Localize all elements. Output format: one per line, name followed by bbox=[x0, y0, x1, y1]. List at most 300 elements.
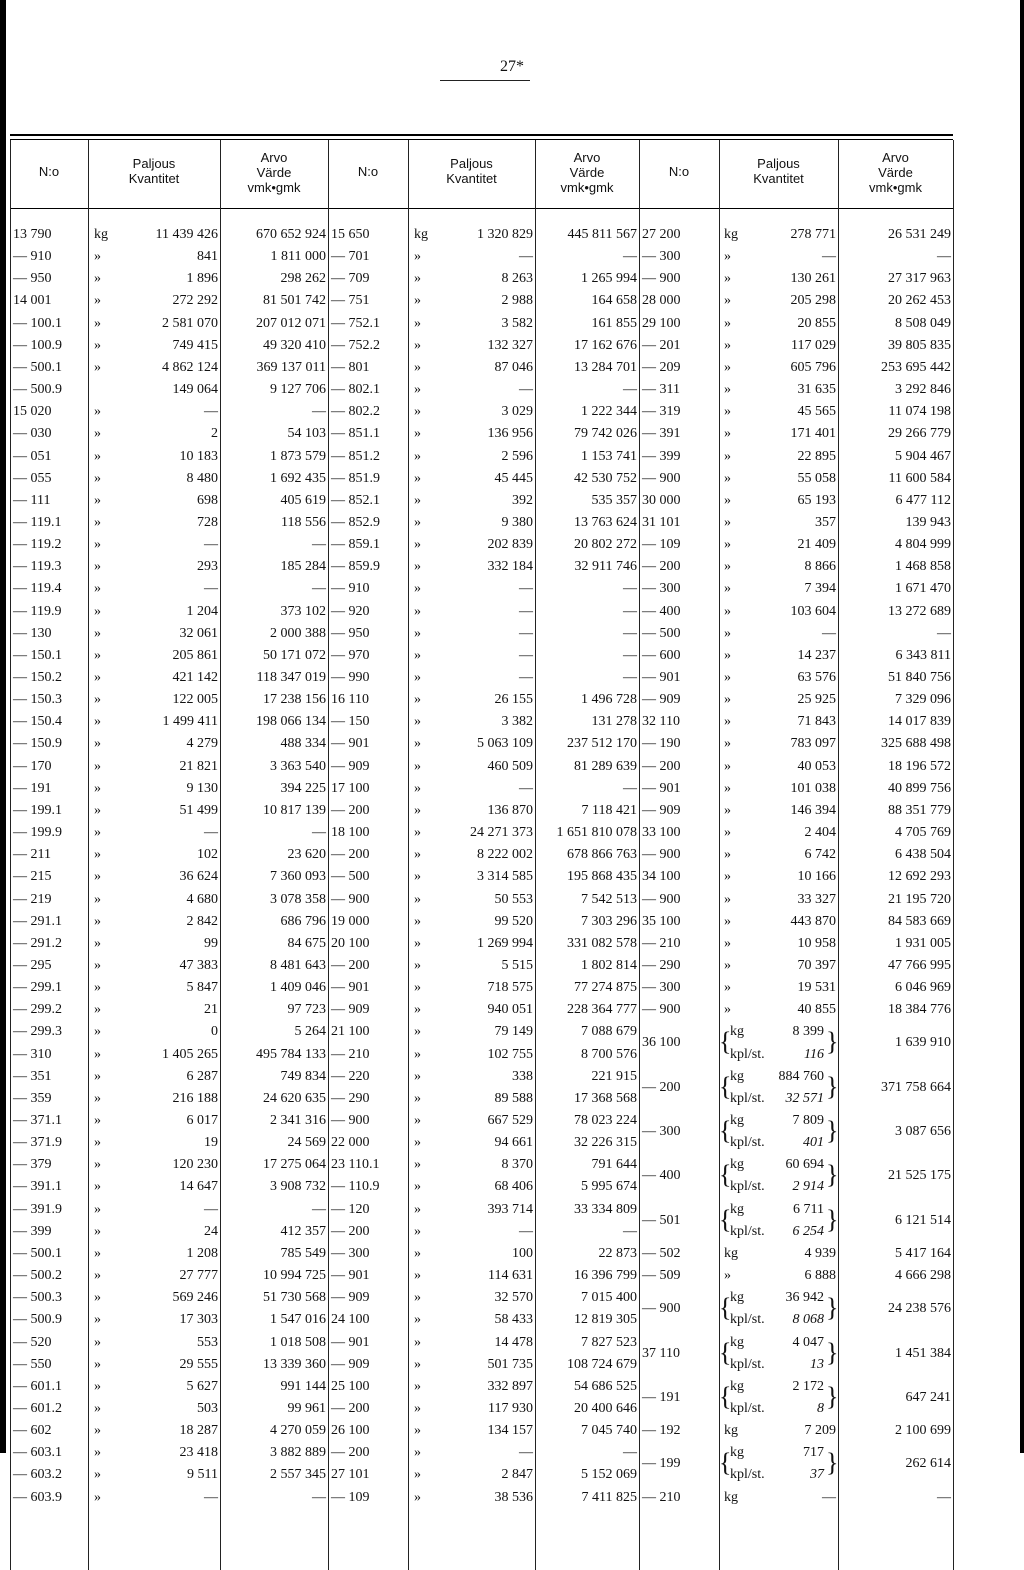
column-rule bbox=[639, 140, 640, 1570]
value: 686 796 bbox=[280, 913, 326, 929]
item-number: — 852.1 bbox=[331, 492, 380, 508]
quantity: 2 596 bbox=[501, 448, 533, 464]
quantity: 32 570 bbox=[494, 1290, 533, 1306]
value: 221 915 bbox=[591, 1068, 637, 1084]
quantity: — bbox=[519, 581, 533, 597]
value: 5 995 674 bbox=[581, 1179, 637, 1195]
value: — bbox=[623, 1223, 637, 1239]
quantity: 5 847 bbox=[186, 980, 218, 996]
value: 7 411 825 bbox=[581, 1489, 637, 1505]
value: 99 961 bbox=[287, 1400, 326, 1416]
quantity: 7 809 bbox=[792, 1113, 824, 1128]
value: 6 046 969 bbox=[895, 980, 951, 996]
quantity: 3 314 585 bbox=[477, 869, 533, 885]
quantity: 171 401 bbox=[790, 426, 836, 442]
quantity: — bbox=[519, 647, 533, 663]
item-number: — 199 bbox=[642, 1456, 681, 1472]
quantity: 503 bbox=[197, 1400, 218, 1416]
unit: » bbox=[94, 869, 101, 885]
item-number: — 603.9 bbox=[13, 1489, 62, 1505]
quantity: — bbox=[519, 625, 533, 641]
value: 1 409 046 bbox=[270, 980, 326, 996]
value: 24 569 bbox=[287, 1135, 326, 1151]
quantity: 19 531 bbox=[797, 980, 836, 996]
unit: » bbox=[414, 603, 421, 619]
unit: » bbox=[414, 1423, 421, 1439]
unit: » bbox=[94, 802, 101, 818]
item-number: 35 100 bbox=[642, 913, 681, 929]
value: — bbox=[623, 780, 637, 796]
unit: » bbox=[414, 736, 421, 752]
quantity: — bbox=[204, 1489, 218, 1505]
unit: » bbox=[94, 293, 101, 309]
value: 13 339 360 bbox=[263, 1356, 326, 1372]
item-number: — 501 bbox=[642, 1212, 681, 1228]
quantity-pieces: 116 bbox=[804, 1046, 824, 1062]
value: 97 723 bbox=[287, 1002, 326, 1018]
unit: » bbox=[724, 559, 731, 575]
item-number: — 909 bbox=[642, 802, 681, 818]
column-rule bbox=[408, 140, 409, 1570]
header-no-label: N:o bbox=[38, 164, 60, 179]
table-row bbox=[10, 357, 953, 379]
left-brace: { bbox=[719, 1381, 732, 1411]
table-row bbox=[10, 623, 953, 645]
value: 237 512 170 bbox=[567, 736, 637, 752]
quantity: 357 bbox=[815, 514, 836, 530]
unit: » bbox=[94, 603, 101, 619]
table-row bbox=[10, 800, 953, 822]
unit: » bbox=[414, 470, 421, 486]
header-value-sv: Värde bbox=[569, 165, 605, 180]
value: 647 241 bbox=[905, 1389, 951, 1405]
item-number: — 509 bbox=[642, 1268, 681, 1284]
quantity: 14 237 bbox=[797, 647, 836, 663]
table-row bbox=[10, 556, 953, 578]
item-number: — 119.1 bbox=[13, 514, 62, 530]
table-row bbox=[10, 423, 953, 445]
column-rule bbox=[838, 140, 839, 1570]
value: 3 087 656 bbox=[895, 1124, 951, 1139]
unit: » bbox=[94, 1356, 101, 1372]
quantity: 103 604 bbox=[790, 603, 836, 619]
value: 21 195 720 bbox=[888, 891, 951, 907]
unit: » bbox=[414, 1046, 421, 1062]
unit: » bbox=[414, 847, 421, 863]
value: 678 866 763 bbox=[567, 847, 637, 863]
value: 49 320 410 bbox=[263, 337, 326, 353]
quantity-pieces: 8 068 bbox=[792, 1312, 824, 1328]
value: 2 557 345 bbox=[270, 1467, 326, 1483]
quantity: — bbox=[204, 581, 218, 597]
value: 3 078 358 bbox=[270, 891, 326, 907]
item-number: — 900 bbox=[642, 1002, 681, 1018]
value: — bbox=[623, 581, 637, 597]
item-number: — 200 bbox=[642, 559, 681, 575]
right-brace: } bbox=[826, 1071, 839, 1101]
unit: » bbox=[94, 1113, 101, 1128]
unit: » bbox=[94, 1068, 101, 1084]
item-number: — 901 bbox=[331, 736, 370, 752]
item-number: — 851.1 bbox=[331, 426, 380, 442]
value: 373 102 bbox=[280, 603, 326, 619]
unit: » bbox=[414, 581, 421, 597]
value: 22 873 bbox=[598, 1245, 637, 1261]
value: 42 530 752 bbox=[574, 470, 637, 486]
quantity: 4 862 124 bbox=[162, 359, 218, 375]
value: 6 121 514 bbox=[895, 1212, 951, 1228]
quantity: 553 bbox=[197, 1334, 218, 1350]
item-number: — 100.1 bbox=[13, 315, 62, 331]
item-number: — 901 bbox=[331, 1334, 370, 1350]
unit: » bbox=[724, 337, 731, 353]
quantity: 1 896 bbox=[186, 271, 218, 287]
unit: » bbox=[724, 736, 731, 752]
value: 6 438 504 bbox=[895, 847, 951, 863]
right-brace: } bbox=[826, 1160, 839, 1190]
unit: » bbox=[94, 758, 101, 774]
quantity: — bbox=[822, 249, 836, 265]
table-row bbox=[10, 778, 953, 800]
unit: » bbox=[414, 1113, 421, 1128]
value: 32 226 315 bbox=[574, 1135, 637, 1151]
value: 47 766 995 bbox=[888, 957, 951, 973]
item-number: — 851.2 bbox=[331, 448, 380, 464]
quantity: 940 051 bbox=[487, 1002, 533, 1018]
value: — bbox=[623, 603, 637, 619]
quantity: 1 208 bbox=[186, 1245, 218, 1261]
quantity: 21 821 bbox=[179, 758, 218, 774]
value: 2 100 699 bbox=[895, 1423, 951, 1439]
item-number: 34 100 bbox=[642, 869, 681, 885]
item-number: — 900 bbox=[642, 847, 681, 863]
quantity: — bbox=[519, 1223, 533, 1239]
item-number: — 859.1 bbox=[331, 537, 380, 553]
unit: » bbox=[724, 470, 731, 486]
value: 749 834 bbox=[280, 1068, 326, 1084]
value: 8 481 643 bbox=[270, 957, 326, 973]
unit: » bbox=[724, 670, 731, 685]
quantity: 3 582 bbox=[501, 315, 533, 331]
value: 9 127 706 bbox=[270, 382, 326, 398]
value: — bbox=[623, 625, 637, 641]
value: 1 873 579 bbox=[270, 448, 326, 464]
unit: » bbox=[724, 758, 731, 774]
item-number: — 130 bbox=[13, 625, 52, 641]
value: 79 742 026 bbox=[574, 426, 637, 442]
value: 7 542 513 bbox=[581, 891, 637, 907]
value: 12 819 305 bbox=[574, 1312, 637, 1328]
item-number: — 119.2 bbox=[13, 537, 62, 553]
quantity: 501 735 bbox=[487, 1356, 533, 1372]
unit: » bbox=[94, 581, 101, 597]
item-number: — 150.1 bbox=[13, 647, 62, 663]
value: 13 272 689 bbox=[888, 603, 951, 619]
item-number: — 500.9 bbox=[13, 382, 62, 398]
item-number: — 200 bbox=[331, 847, 370, 863]
left-brace: { bbox=[719, 1448, 732, 1478]
right-brace: } bbox=[826, 1337, 839, 1367]
value: 78 023 224 bbox=[574, 1113, 637, 1128]
column-rule bbox=[953, 140, 954, 1570]
unit: » bbox=[414, 1400, 421, 1416]
quantity: 136 956 bbox=[487, 426, 533, 442]
item-number: — 900 bbox=[331, 891, 370, 907]
unit: » bbox=[724, 514, 731, 530]
table-row bbox=[10, 512, 953, 534]
item-number: — 990 bbox=[331, 670, 370, 685]
value: — bbox=[623, 647, 637, 663]
item-number: 30 000 bbox=[642, 492, 681, 508]
quantity: 36 942 bbox=[785, 1290, 824, 1306]
quantity: 23 418 bbox=[179, 1445, 218, 1461]
value: 24 238 576 bbox=[888, 1301, 951, 1317]
header-value-fi: Arvo bbox=[260, 150, 288, 165]
table-row bbox=[10, 1387, 953, 1409]
item-number: — 291.1 bbox=[13, 913, 62, 929]
table-row bbox=[10, 822, 953, 844]
quantity: 7 209 bbox=[804, 1423, 836, 1439]
quantity: 443 870 bbox=[790, 913, 836, 929]
quantity-pieces: 8 bbox=[817, 1400, 824, 1416]
item-number: — 311 bbox=[642, 382, 680, 398]
quantity-pieces: 6 254 bbox=[792, 1223, 824, 1239]
quantity: 47 383 bbox=[179, 957, 218, 973]
unit: » bbox=[94, 1223, 101, 1239]
value: 8 508 049 bbox=[895, 315, 951, 331]
item-number: — 119.3 bbox=[13, 559, 62, 575]
item-number: — 400 bbox=[642, 603, 681, 619]
unit: » bbox=[94, 957, 101, 973]
unit: » bbox=[414, 980, 421, 996]
table-row bbox=[10, 401, 953, 423]
unit: » bbox=[724, 913, 731, 929]
item-number: — 901 bbox=[642, 670, 681, 685]
item-number: 29 100 bbox=[642, 315, 681, 331]
header-value bbox=[220, 150, 328, 195]
unit: » bbox=[94, 1002, 101, 1018]
value: 7 827 523 bbox=[581, 1334, 637, 1350]
table-row bbox=[10, 689, 953, 711]
item-number: — 970 bbox=[331, 647, 370, 663]
value: 39 805 835 bbox=[888, 337, 951, 353]
quantity: 26 155 bbox=[494, 692, 533, 708]
column-rule bbox=[220, 140, 221, 1570]
value: 5 152 069 bbox=[581, 1467, 637, 1483]
unit: » bbox=[94, 1445, 101, 1461]
quantity: 1 269 994 bbox=[477, 935, 533, 951]
unit: kg bbox=[414, 227, 428, 242]
unit: » bbox=[724, 492, 731, 508]
table-row bbox=[10, 578, 953, 600]
value: 791 644 bbox=[591, 1157, 637, 1173]
quantity: 667 529 bbox=[487, 1113, 533, 1128]
item-number: — 909 bbox=[331, 1002, 370, 1018]
item-number: — 200 bbox=[642, 758, 681, 774]
quantity: 65 193 bbox=[797, 492, 836, 508]
quantity: 6 287 bbox=[186, 1068, 218, 1084]
unit: » bbox=[724, 847, 731, 863]
unit: » bbox=[414, 714, 421, 730]
quantity: 71 843 bbox=[797, 714, 836, 730]
unit: » bbox=[94, 337, 101, 353]
item-number: — 391.9 bbox=[13, 1201, 62, 1217]
item-number: — 290 bbox=[331, 1090, 370, 1106]
quantity: 149 064 bbox=[172, 382, 218, 398]
table-row bbox=[10, 446, 953, 468]
unit: » bbox=[94, 559, 101, 575]
unit: » bbox=[724, 869, 731, 885]
value: 412 357 bbox=[280, 1223, 326, 1239]
value: 81 501 742 bbox=[263, 293, 326, 309]
item-number: 13 790 bbox=[13, 227, 52, 242]
value: 4 270 059 bbox=[270, 1423, 326, 1439]
unit: » bbox=[94, 1290, 101, 1306]
value: 1 931 005 bbox=[895, 935, 951, 951]
quantity: — bbox=[204, 537, 218, 553]
quantity: 5 063 109 bbox=[477, 736, 533, 752]
unit: » bbox=[724, 825, 731, 841]
item-number: 26 100 bbox=[331, 1423, 370, 1439]
quantity: 24 271 373 bbox=[470, 825, 533, 841]
unit: » bbox=[94, 736, 101, 752]
quantity: 2 847 bbox=[501, 1467, 533, 1483]
value: 253 695 442 bbox=[881, 359, 951, 375]
quantity: — bbox=[519, 670, 533, 685]
header-no-label: N:o bbox=[357, 164, 379, 179]
item-number: — 210 bbox=[642, 1489, 681, 1505]
value: 21 525 175 bbox=[888, 1168, 951, 1184]
quantity: 117 029 bbox=[791, 337, 836, 353]
value: — bbox=[312, 1489, 326, 1505]
unit: » bbox=[414, 1068, 421, 1084]
item-number: 16 110 bbox=[331, 692, 369, 708]
unit: kpl/st. bbox=[730, 1090, 765, 1106]
item-number: — 701 bbox=[331, 249, 370, 265]
unit: kg bbox=[730, 1334, 744, 1350]
item-number: — 051 bbox=[13, 448, 52, 464]
value: 17 238 156 bbox=[263, 692, 326, 708]
quantity: 114 631 bbox=[488, 1268, 533, 1284]
table-row bbox=[10, 313, 953, 335]
item-number: — 801 bbox=[331, 359, 370, 375]
unit: » bbox=[414, 514, 421, 530]
item-number: 18 100 bbox=[331, 825, 370, 841]
item-number: — 119.9 bbox=[13, 603, 62, 619]
unit: » bbox=[414, 780, 421, 796]
value: 12 692 293 bbox=[888, 869, 951, 885]
quantity: — bbox=[519, 1445, 533, 1461]
value: 7 360 093 bbox=[270, 869, 326, 885]
item-number: — 900 bbox=[642, 891, 681, 907]
quantity: 4 047 bbox=[792, 1334, 824, 1350]
unit: » bbox=[94, 1423, 101, 1439]
table-row bbox=[10, 246, 953, 268]
value: 40 899 756 bbox=[888, 780, 951, 796]
quantity: 63 576 bbox=[797, 670, 836, 685]
quantity: 120 230 bbox=[172, 1157, 218, 1173]
quantity-pieces: 37 bbox=[810, 1467, 824, 1483]
unit: » bbox=[414, 1179, 421, 1195]
value: — bbox=[312, 1201, 326, 1217]
unit: » bbox=[724, 935, 731, 951]
quantity: 205 298 bbox=[790, 293, 836, 309]
item-number: — 209 bbox=[642, 359, 681, 375]
left-brace: { bbox=[719, 1160, 732, 1190]
unit: » bbox=[414, 1312, 421, 1328]
left-brace: { bbox=[719, 1027, 732, 1057]
right-brace: } bbox=[826, 1027, 839, 1057]
quantity: 4 939 bbox=[804, 1245, 836, 1261]
unit: » bbox=[724, 980, 731, 996]
item-number: — 910 bbox=[13, 249, 52, 265]
item-number: — 901 bbox=[331, 980, 370, 996]
unit: » bbox=[414, 1135, 421, 1151]
value: — bbox=[623, 670, 637, 685]
quantity: 102 bbox=[197, 847, 218, 863]
item-number: 27 101 bbox=[331, 1467, 370, 1483]
item-number: — 200 bbox=[331, 1400, 370, 1416]
item-number: — 299.1 bbox=[13, 980, 62, 996]
header-no bbox=[639, 164, 719, 179]
item-number: — 111 bbox=[13, 492, 51, 508]
value: 3 882 889 bbox=[270, 1445, 326, 1461]
unit: » bbox=[724, 1002, 731, 1018]
item-number: — 950 bbox=[331, 625, 370, 641]
unit: » bbox=[94, 935, 101, 951]
unit: » bbox=[414, 1090, 421, 1106]
item-number: 14 001 bbox=[13, 293, 52, 309]
item-number: — 150 bbox=[331, 714, 370, 730]
quantity: 9 511 bbox=[187, 1467, 218, 1483]
item-number: 32 110 bbox=[642, 714, 680, 730]
header-quantity bbox=[88, 156, 220, 186]
unit: » bbox=[94, 1046, 101, 1062]
item-number: — 200 bbox=[331, 1445, 370, 1461]
item-number: — 500.1 bbox=[13, 359, 62, 375]
value: 14 017 839 bbox=[888, 714, 951, 730]
value: 1 496 728 bbox=[581, 692, 637, 708]
unit: » bbox=[414, 758, 421, 774]
item-number: — 910 bbox=[331, 581, 370, 597]
quantity: 6 017 bbox=[186, 1113, 218, 1128]
table-row bbox=[10, 490, 953, 512]
value: 991 144 bbox=[280, 1378, 326, 1394]
left-brace: { bbox=[719, 1071, 732, 1101]
item-number: — 110.9 bbox=[331, 1179, 380, 1195]
unit: » bbox=[94, 537, 101, 553]
item-number: 27 200 bbox=[642, 227, 681, 242]
unit: » bbox=[414, 315, 421, 331]
value: 88 351 779 bbox=[888, 802, 951, 818]
quantity: 45 445 bbox=[494, 470, 533, 486]
unit: » bbox=[94, 1245, 101, 1261]
item-number: — 191 bbox=[13, 780, 52, 796]
item-number: — 909 bbox=[331, 1356, 370, 1372]
item-number: — 379 bbox=[13, 1157, 52, 1173]
value: 5 417 164 bbox=[895, 1245, 951, 1261]
value: 1 639 910 bbox=[895, 1035, 951, 1051]
header-value-fi: Arvo bbox=[882, 150, 909, 165]
item-number: — 215 bbox=[13, 869, 52, 885]
unit: kg bbox=[724, 227, 738, 242]
value: 1 802 814 bbox=[581, 957, 637, 973]
item-number: — 909 bbox=[331, 1290, 370, 1306]
item-number: — 391.1 bbox=[13, 1179, 62, 1195]
quantity: 392 bbox=[512, 492, 533, 508]
item-number: — 900 bbox=[642, 1301, 681, 1317]
value: 1 468 858 bbox=[895, 559, 951, 575]
